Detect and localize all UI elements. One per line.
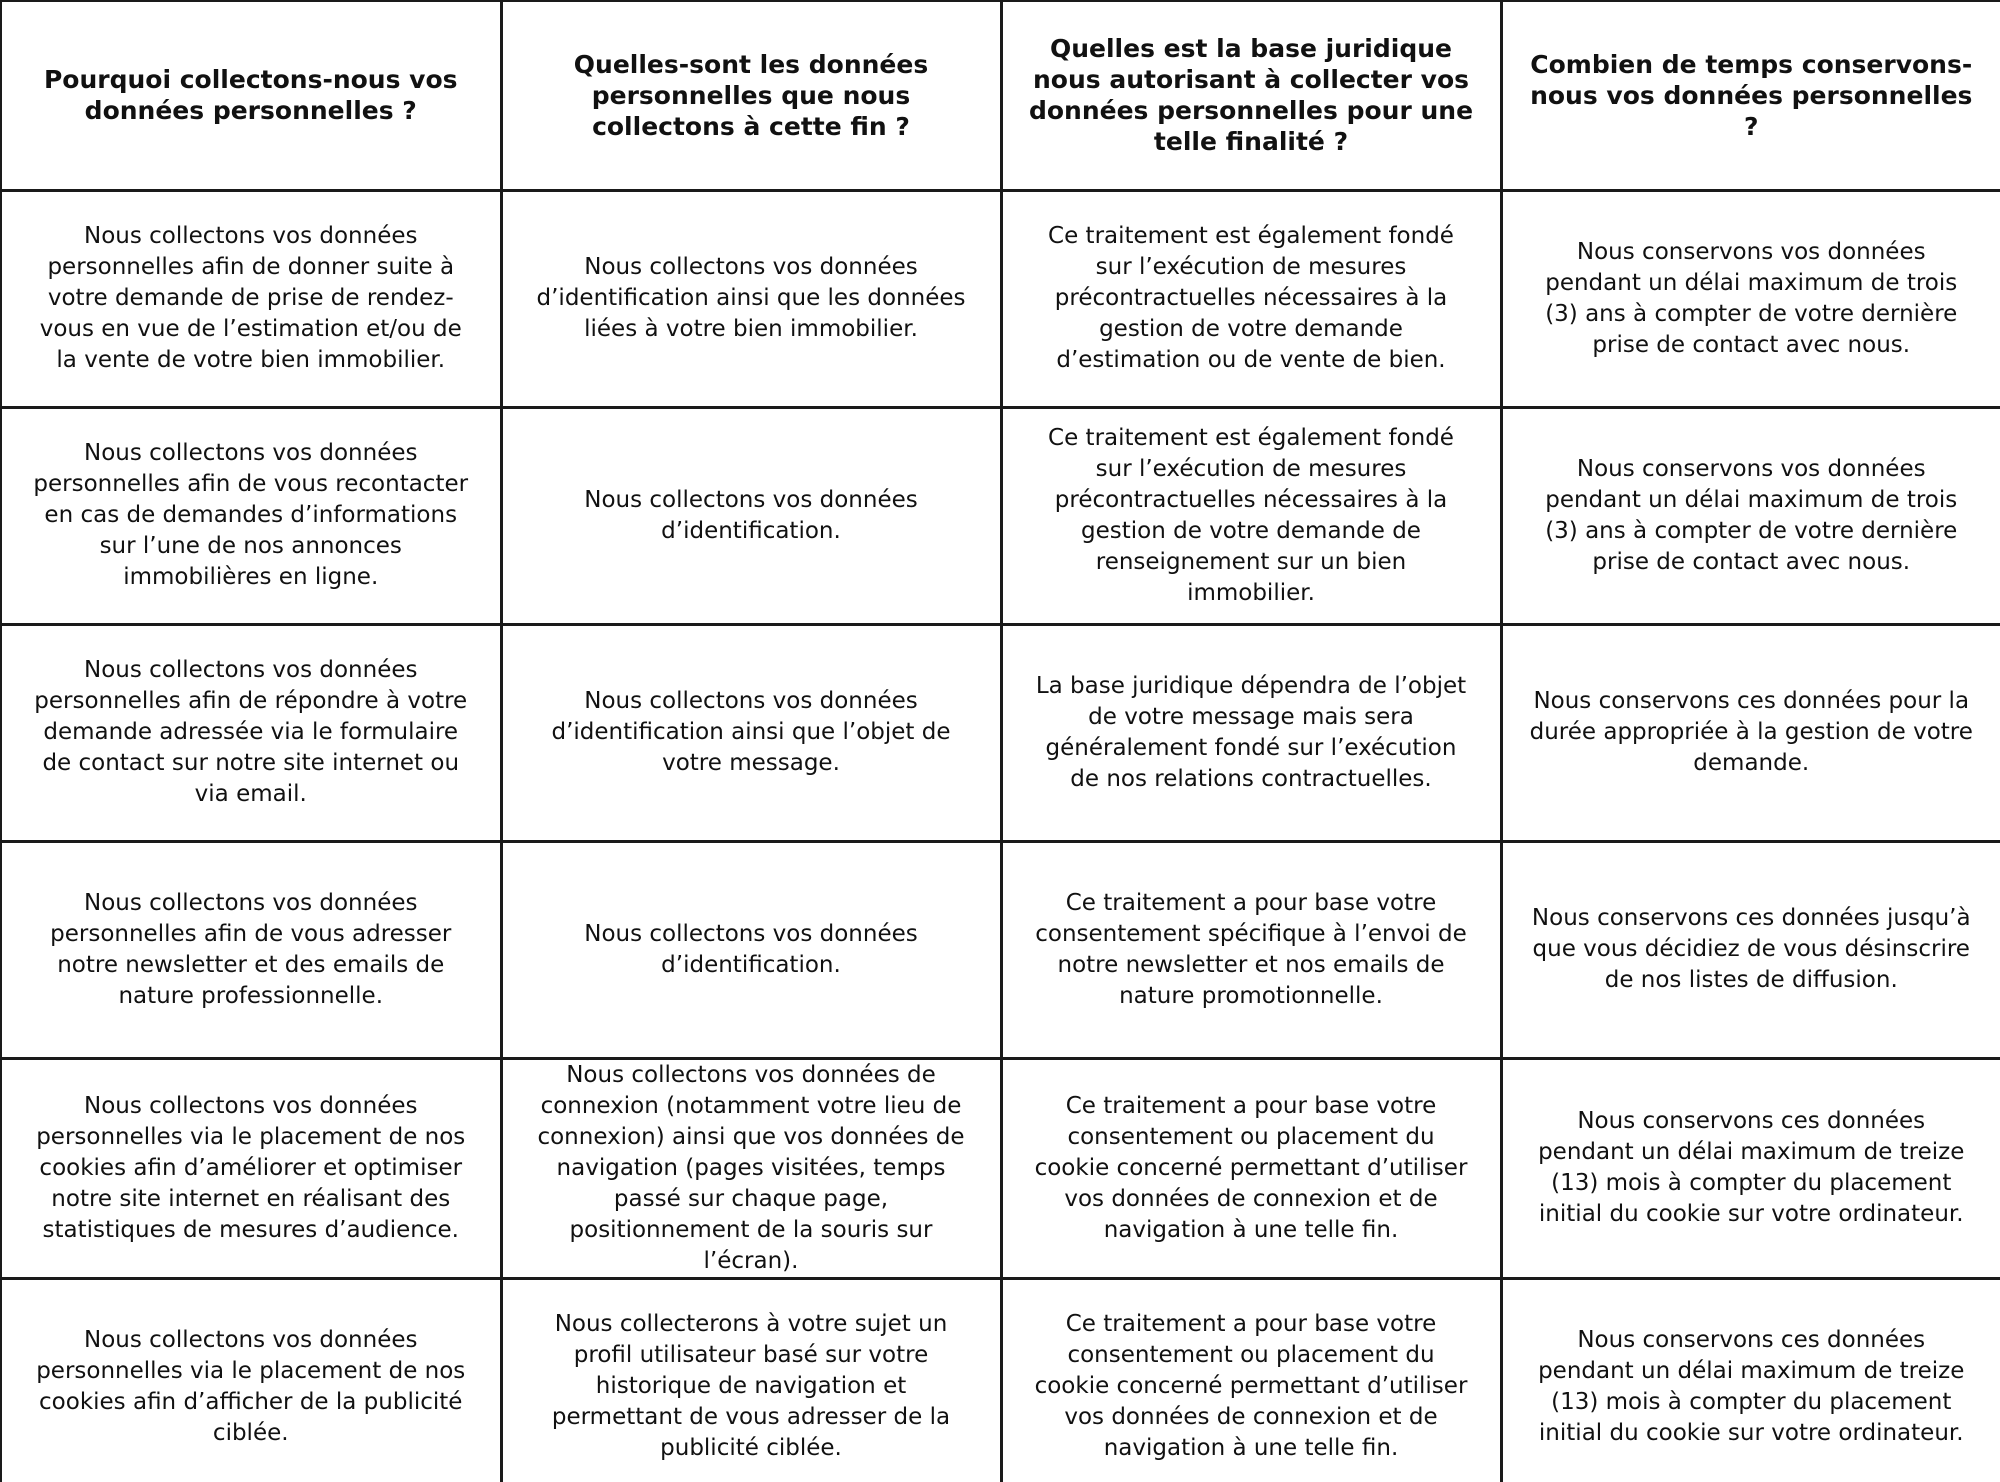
- cell-data-collected: Nous collectons vos données d’identification ainsi que les données liées à votre bien immobilier.: [501, 190, 1001, 407]
- cell-retention: Nous conservons ces données pour la durée appropriée à la gestion de votre demande.: [1501, 624, 2000, 841]
- cell-purpose: Nous collectons vos données personnelles via le placement de nos cookies afin d’améliorer et optimiser notre site internet en réalisant des statistiques de mesures d’audience.: [1, 1058, 501, 1278]
- header-retention: Combien de temps conservons-nous vos données personnelles ?: [1501, 1, 2000, 190]
- cell-purpose: Nous collectons vos données personnelles afin de répondre à votre demande adressée via le formulaire de contact sur notre site internet ou via email.: [1, 624, 501, 841]
- table-row: [1, 624, 2000, 841]
- cell-purpose: Nous collectons vos données personnelles afin de donner suite à votre demande de prise de rendez-vous en vue de l’estimation et/ou de la vente de votre bien immobilier.: [1, 190, 501, 407]
- table-row: [1, 407, 2000, 624]
- cell-legal-basis: Ce traitement est également fondé sur l’exécution de mesures précontractuelles nécessaires à la gestion de votre demande d’estimation ou de vente de bien.: [1001, 190, 1501, 407]
- cell-legal-basis: Ce traitement a pour base votre consentement ou placement du cookie concerné permettant d’utiliser vos données de connexion et de navigation à une telle fin.: [1001, 1058, 1501, 1278]
- header-legal-basis: Quelles est la base juridique nous autorisant à collecter vos données personnelles pour une telle finalité ?: [1001, 1, 1501, 190]
- cell-retention: Nous conservons ces données jusqu’à que vous décidiez de vous désinscrire de nos listes de diffusion.: [1501, 841, 2000, 1058]
- table-row: [1, 1278, 2000, 1482]
- cell-legal-basis: Ce traitement est également fondé sur l’exécution de mesures précontractuelles nécessaires à la gestion de votre demande de renseignement sur un bien immobilier.: [1001, 407, 1501, 624]
- table-row: [1, 841, 2000, 1058]
- cell-data-collected: Nous collectons vos données de connexion (notamment votre lieu de connexion) ainsi que vos données de navigation (pages visitées, temps passé sur chaque page, positionnement de la souris sur l’écran).: [501, 1058, 1001, 1278]
- cell-legal-basis: Ce traitement a pour base votre consentement ou placement du cookie concerné permettant d’utiliser vos données de connexion et de navigation à une telle fin.: [1001, 1278, 1501, 1482]
- cell-data-collected: Nous collectons vos données d’identification.: [501, 407, 1001, 624]
- cell-data-collected: Nous collecterons à votre sujet un profil utilisateur basé sur votre historique de navigation et permettant de vous adresser de la publicité ciblée.: [501, 1278, 1001, 1482]
- cell-retention: Nous conservons ces données pendant un délai maximum de treize (13) mois à compter du placement initial du cookie sur votre ordinateur.: [1501, 1278, 2000, 1482]
- header-purpose: Pourquoi collectons-nous vos données personnelles ?: [1, 1, 501, 190]
- header-data-collected: Quelles-sont les données personnelles que nous collectons à cette fin ?: [501, 1, 1001, 190]
- table-header-row: [1, 1, 2000, 190]
- cell-legal-basis: La base juridique dépendra de l’objet de votre message mais sera généralement fondé sur l’exécution de nos relations contractuelles.: [1001, 624, 1501, 841]
- table-row: [1, 1058, 2000, 1278]
- cell-retention: Nous conservons ces données pendant un délai maximum de treize (13) mois à compter du placement initial du cookie sur votre ordinateur.: [1501, 1058, 2000, 1278]
- cell-purpose: Nous collectons vos données personnelles via le placement de nos cookies afin d’afficher de la publicité ciblée.: [1, 1278, 501, 1482]
- cell-data-collected: Nous collectons vos données d’identification.: [501, 841, 1001, 1058]
- cell-data-collected: Nous collectons vos données d’identification ainsi que l’objet de votre message.: [501, 624, 1001, 841]
- cell-retention: Nous conservons vos données pendant un délai maximum de trois (3) ans à compter de votre dernière prise de contact avec nous.: [1501, 407, 2000, 624]
- table-row: [1, 190, 2000, 407]
- cell-purpose: Nous collectons vos données personnelles afin de vous adresser notre newsletter et des emails de nature professionnelle.: [1, 841, 501, 1058]
- cell-retention: Nous conservons vos données pendant un délai maximum de trois (3) ans à compter de votre dernière prise de contact avec nous.: [1501, 190, 2000, 407]
- cell-purpose: Nous collectons vos données personnelles afin de vous recontacter en cas de demandes d’informations sur l’une de nos annonces immobilières en ligne.: [1, 407, 501, 624]
- cell-legal-basis: Ce traitement a pour base votre consentement spécifique à l’envoi de notre newsletter et nos emails de nature promotionnelle.: [1001, 841, 1501, 1058]
